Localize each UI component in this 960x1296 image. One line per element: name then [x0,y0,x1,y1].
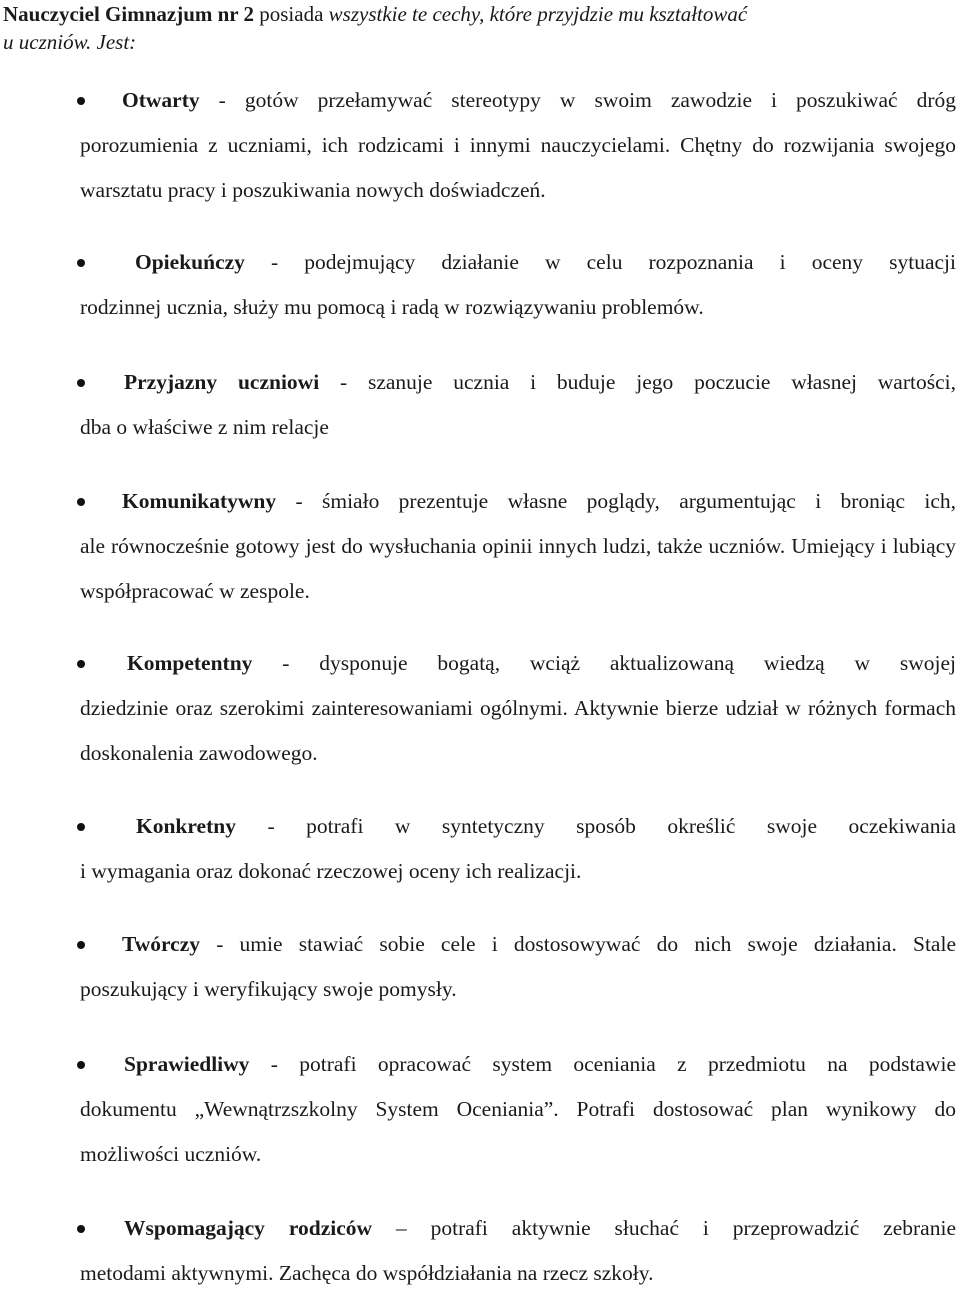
list-item-rest: ale równocześnie gotowy jest do wysłuchania opinii innych ludzi, także uczniów. Umiejący i lubiący współpracować w zespole. [80,534,956,603]
bullet-icon [77,498,85,506]
intro-lead: Nauczyciel Gimnazjum nr 2 [3,2,254,26]
list-item-term: Wspomagający rodziców [124,1216,373,1240]
list-item-first-text: - gotów przełamywać stereotypy w swoim zawodzie i poszukiwać dróg [199,88,956,112]
list-item-wspomagajacy [80,1206,956,1296]
list-item-first-line [80,804,956,849]
list-item-tworczy [80,922,956,1012]
bullet-icon [77,941,85,949]
list-item-first-text: - dysponuje bogatą, wciąż aktualizowaną wiedzą w swojej [252,651,956,675]
list-item-first-line [80,1206,956,1251]
list-item-term: Opiekuńczy [135,250,245,274]
bullet-icon [77,1225,85,1233]
bullet-icon [77,1061,85,1069]
list-item-first-line [80,1042,956,1087]
list-item-otwarty [80,78,956,213]
list-item-rest: i wymagania oraz dokonać rzeczowej oceny ich realizacji. [80,859,582,883]
list-item-first-text: – potrafi aktywnie słuchać i przeprowadzić zebranie [372,1216,956,1240]
list-item-rest: dziedzinie oraz szerokimi zainteresowaniami ogólnymi. Aktywnie bierze udział w różnych formach doskonalenia zawodowego. [80,696,956,765]
list-item-first-text: - podejmujący działanie w celu rozpoznania i oceny sytuacji [244,250,956,274]
bullet-icon [77,379,85,387]
list-item-first-line [80,641,956,686]
list-item-term: Komunikatywny [122,489,277,513]
bullet-icon [77,823,85,831]
list-item-przyjazny [80,360,956,450]
bullet-icon [77,259,85,267]
list-item-first-text: - śmiało prezentuje własne poglądy, argumentując i broniąc ich, [276,489,956,513]
list-item-sprawiedliwy [80,1042,956,1177]
list-item-rest: porozumienia z uczniami, ich rodzicami i innymi nauczycielami. Chętny do rozwijania swojego warsztatu pracy i poszukiwania nowych doświadczeń. [80,133,956,202]
bullet-icon [77,660,85,668]
bullet-icon [77,97,85,105]
list-item-konkretny [80,804,956,894]
list-item-term: Twórczy [122,932,201,956]
list-item-first-line [80,360,956,405]
list-item-rest: metodami aktywnymi. Zachęca do współdziałania na rzecz szkoły. [80,1261,654,1285]
list-item-kompetentny [80,641,956,776]
list-item-komunikatywny [80,479,956,614]
list-item-rest: dokumentu „Wewnątrzszkolny System Oceniania”. Potrafi dostosować plan wynikowy do możliwości uczniów. [80,1097,956,1166]
list-item-rest: dba o właściwe z nim relacje [80,415,329,439]
intro-line2: u uczniów. Jest: [3,30,137,54]
list-item-first-line [80,78,956,123]
list-item-first-text: - potrafi opracować system oceniania z przedmiotu na podstawie [249,1052,956,1076]
list-item-term: Konkretny [136,814,236,838]
list-item-opiekunczy [80,240,956,330]
list-item-first-line [80,240,956,285]
intro-mid: posiada [254,2,329,26]
list-item-term: Kompetentny [127,651,253,675]
list-item-rest: rodzinnej ucznia, służy mu pomocą i radą w rozwiązywaniu problemów. [80,295,704,319]
list-item-first-text: - potrafi w syntetyczny sposób określić swoje oczekiwania [235,814,956,838]
list-item-term: Sprawiedliwy [124,1052,250,1076]
list-item-first-line [80,479,956,524]
intro-paragraph [3,0,943,56]
list-item-first-text: - szanuje ucznia i buduje jego poczucie własnej wartości, [319,370,956,394]
list-item-first-line [80,922,956,967]
intro-italic: wszystkie te cechy, które przyjdzie mu kształtować [328,2,748,26]
list-item-term: Otwarty [122,88,200,112]
list-item-rest: poszukujący i weryfikujący swoje pomysły. [80,977,457,1001]
list-item-term: Przyjazny uczniowi [124,370,320,394]
list-item-first-text: - umie stawiać sobie cele i dostosowywać do nich swoje działania. Stale [200,932,956,956]
